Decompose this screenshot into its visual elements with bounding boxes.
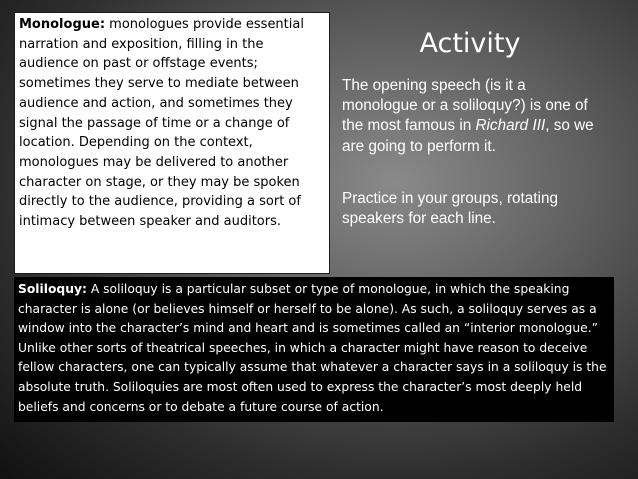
monologue-definition: monologues provide essential narration and exposition, filling in the audience on past or offstage events; sometimes they serve to mediate between audience and action, and sometimes they signal the passage of time or a change of location. Depending on the context, monologues may be delivered to another character on stage, or they may be spoken directly to the audience, providing a sort of intimacy between speaker and auditors. bbox=[19, 17, 304, 230]
activity-paragraph-2: Practice in your groups, rotating speakers for each line. bbox=[342, 190, 558, 228]
soliloquy-definition-box bbox=[14, 277, 614, 422]
activity-paragraph-1-end: , so we are going to perform it. bbox=[342, 117, 594, 155]
monologue-term: Monologue: bbox=[19, 17, 106, 32]
monologue-definition-box bbox=[14, 12, 330, 274]
play-title: Richard III bbox=[475, 117, 546, 135]
activity-paragraph-1 bbox=[342, 76, 604, 157]
soliloquy-term: Soliloquy: bbox=[18, 282, 87, 296]
activity-title: Activity bbox=[419, 28, 521, 59]
activity-paragraph-1-text: The opening speech (is it a monologue or a soliloquy?) is one of the most famous in bbox=[342, 77, 588, 135]
soliloquy-definition: A soliloquy is a particular subset or type of monologue, in which the speaking character is alone (or believes himself or herself to be alone). As such, a soliloquy serves as a window into the character’s mind and heart and is sometimes called an “interior monologue.” Unlike other sorts of theatrical speeches, in which a character might have reason to deceive fellow characters, one can typically assume that whatever a character says in a soliloquy is the absolute truth. Soliloquies are most often used to express the character’s most deeply held beliefs and concerns or to debate a future course of action. bbox=[18, 282, 607, 414]
